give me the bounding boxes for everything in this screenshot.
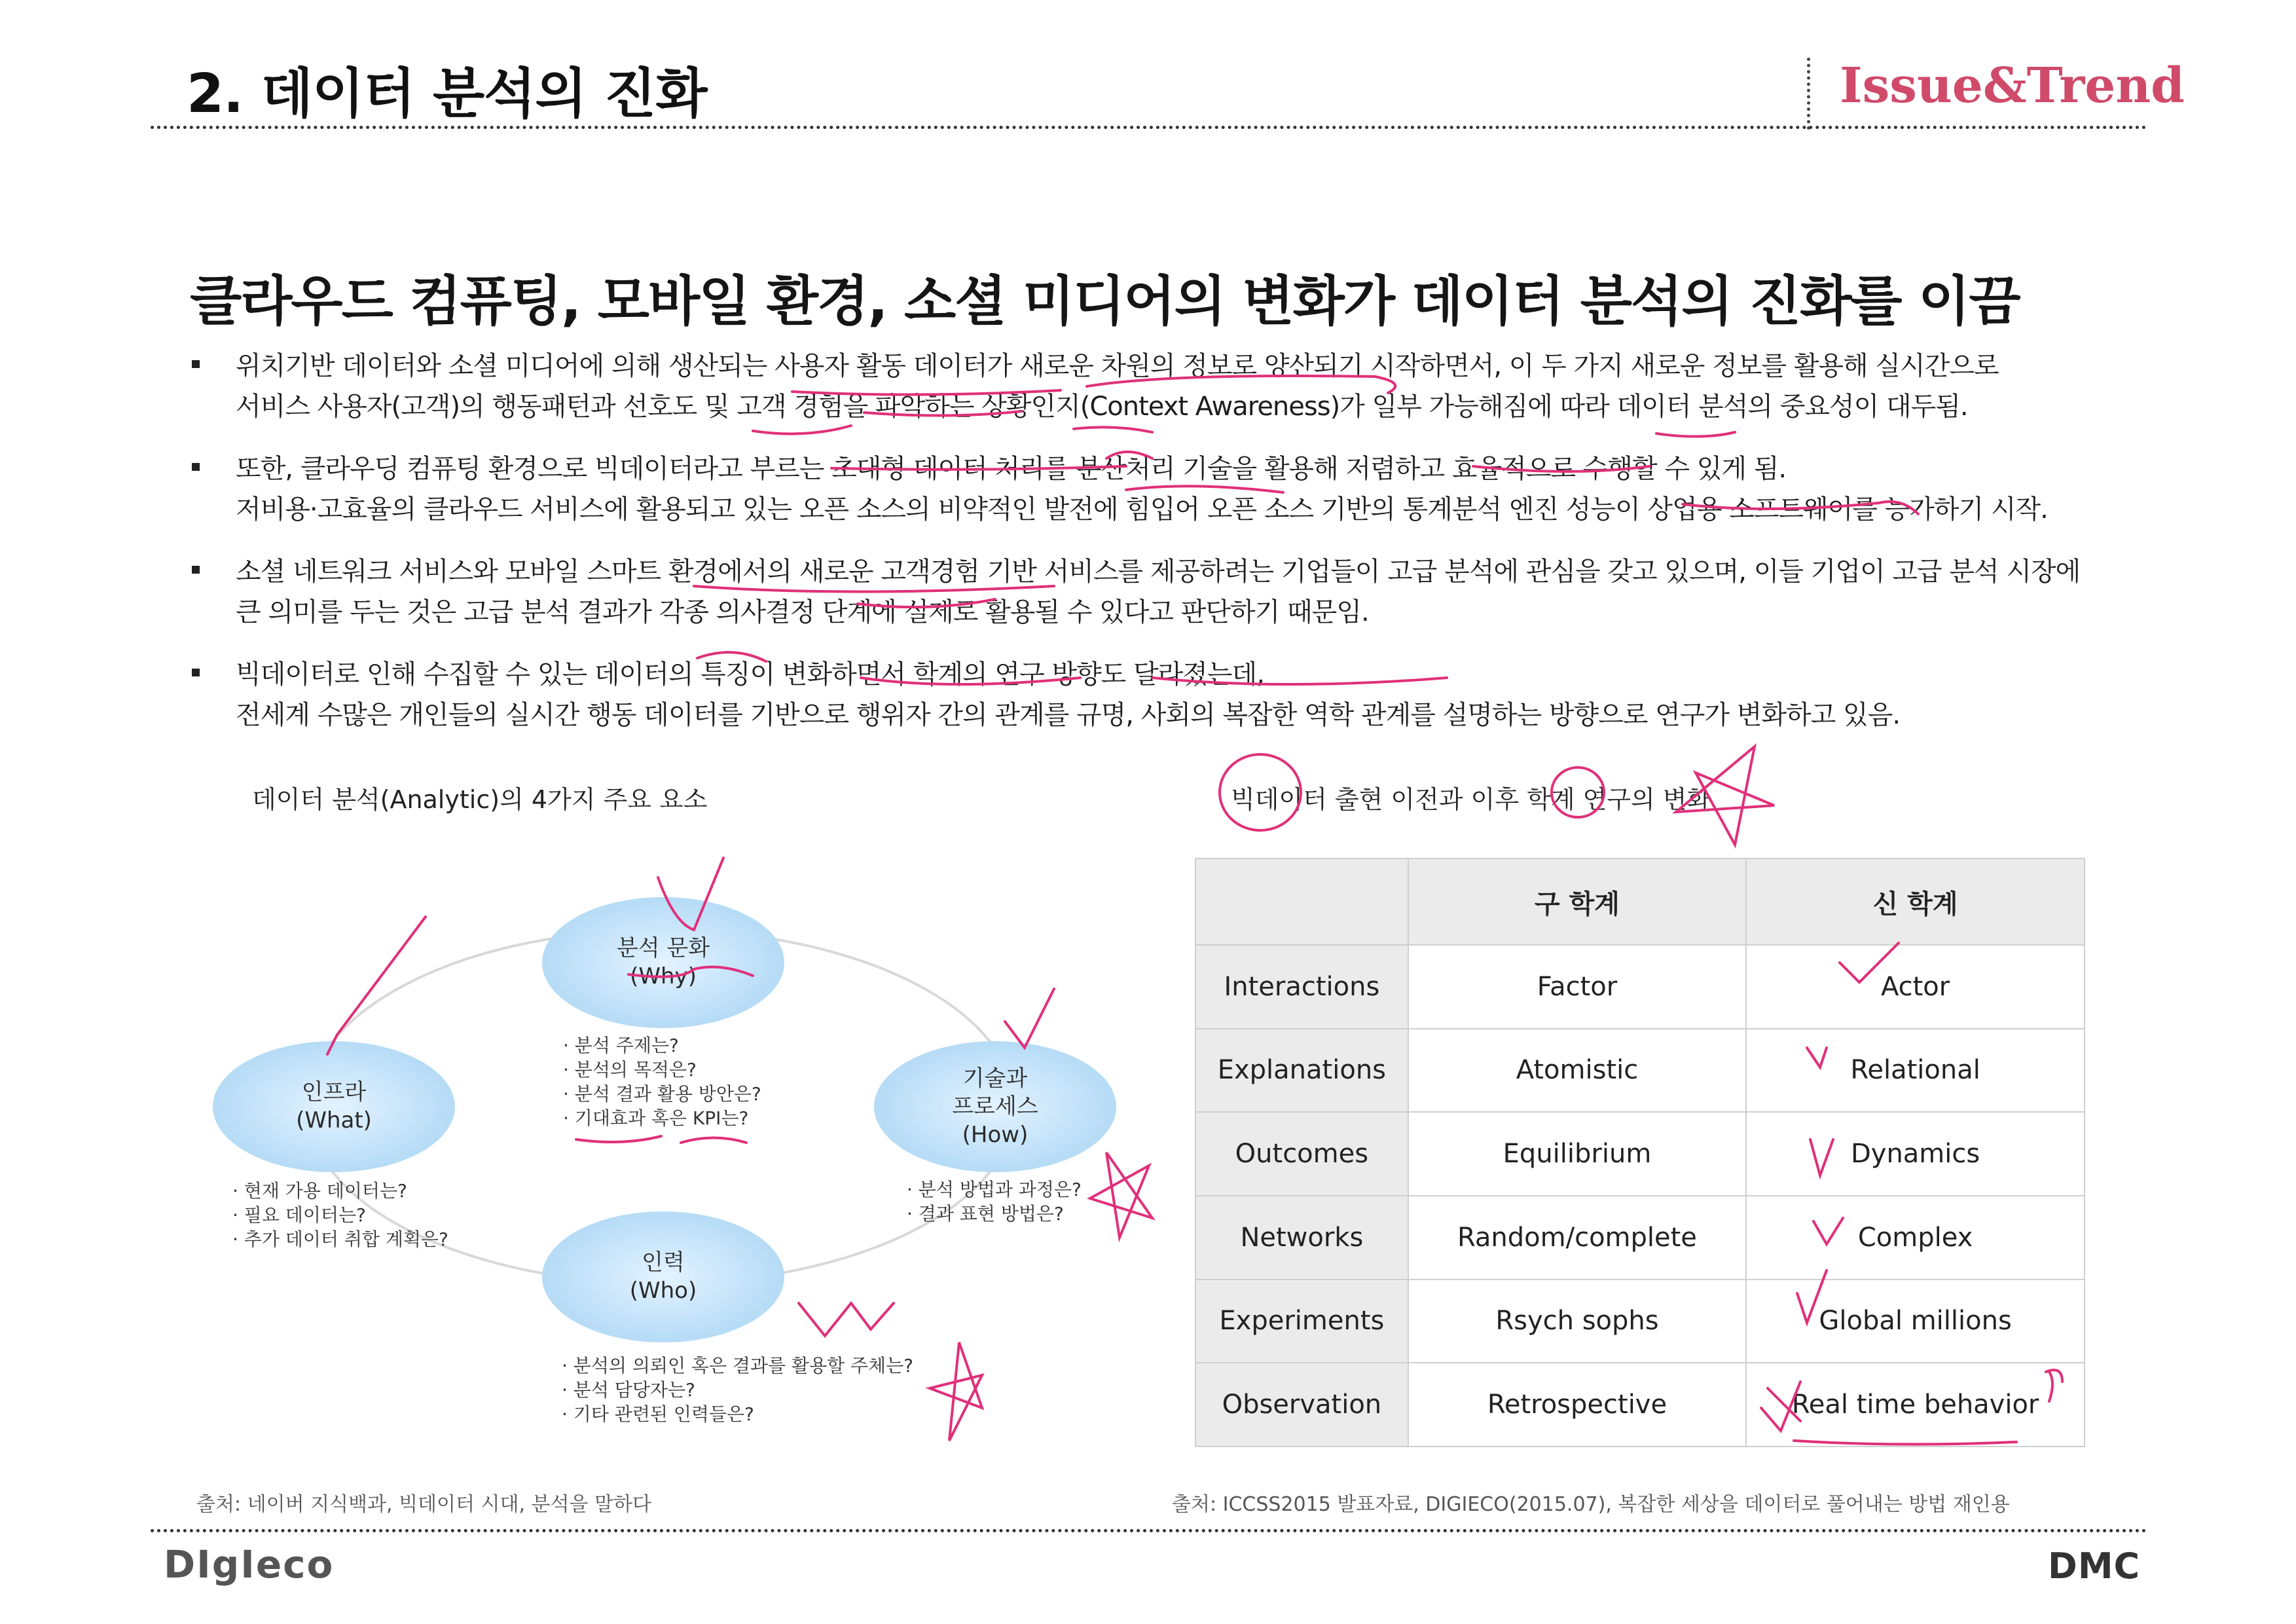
questions-how bbox=[907, 1177, 1082, 1226]
question-item: · 기타 관련된 인력들은? bbox=[562, 1403, 754, 1425]
node-how-label: 기술과 bbox=[962, 1065, 1028, 1092]
cell-old: Equilibrium bbox=[1408, 1112, 1746, 1196]
questions-who bbox=[562, 1354, 913, 1426]
cell-old: Rsych sophs bbox=[1408, 1280, 1746, 1363]
brand-label: Issue&Trend bbox=[1840, 58, 2185, 114]
bullet-line: 큰 의미를 두는 것은 고급 분석 결과가 각종 의사결정 단계에 실제로 활용될 수 있다고 판단하기 때문임. bbox=[236, 597, 1369, 627]
bullet-line: 서비스 사용자(고객)의 행동패턴과 선호도 및 고객 경험을 파악하는 상황인지(Context Awareness)가 일부 가능해짐에 따라 데이터 분석의 중요성이 대두됨. bbox=[236, 392, 1968, 422]
question-item: · 필요 데이터는? bbox=[232, 1204, 366, 1226]
cell-new: Relational bbox=[1746, 1029, 2085, 1113]
question-item: · 현재 가용 데이터는? bbox=[232, 1180, 407, 1202]
question-item: · 분석 결과 활용 방안은? bbox=[563, 1083, 761, 1105]
node-what bbox=[213, 1041, 455, 1172]
question-item: · 추가 데이터 취합 계획은? bbox=[232, 1228, 448, 1250]
table-header-row bbox=[1195, 858, 2085, 945]
question-item: · 분석 방법과 과정은? bbox=[907, 1179, 1082, 1200]
table-row bbox=[1195, 1112, 2085, 1196]
row-label: Explanations bbox=[1195, 1029, 1408, 1113]
row-label: Outcomes bbox=[1195, 1112, 1408, 1196]
node-how-sub: (How) bbox=[962, 1121, 1029, 1148]
question-item: · 기대효과 혹은 KPI는? bbox=[563, 1107, 749, 1129]
node-who-sub: (Who) bbox=[629, 1278, 697, 1304]
table-row bbox=[1195, 1029, 2085, 1113]
node-what-label: 인프라 bbox=[301, 1079, 367, 1105]
column-header-new: 신 학계 bbox=[1746, 858, 2085, 945]
question-item: · 분석의 의뢰인 혹은 결과를 활용할 주체는? bbox=[562, 1355, 913, 1376]
column-header-old: 구 학계 bbox=[1408, 858, 1746, 945]
bullet-line: 위치기반 데이터와 소셜 미디어에 의해 생산되는 사용자 활동 데이터가 새로운 차원의 정보로 양산되기 시작하면서, 이 두 가지 새로운 정보를 활용해 실시간으로 bbox=[236, 351, 1999, 381]
question-item: · 분석의 목적은? bbox=[563, 1059, 697, 1080]
cell-old: Random/complete bbox=[1408, 1196, 1746, 1280]
row-label: Observation bbox=[1195, 1363, 1408, 1447]
cell-new: Actor bbox=[1746, 945, 2085, 1029]
cell-old: Factor bbox=[1408, 945, 1746, 1029]
cell-new: Dynamics bbox=[1746, 1112, 2085, 1196]
node-how-label2: 프로세스 bbox=[952, 1093, 1038, 1120]
cell-new: Complex bbox=[1746, 1196, 2085, 1280]
question-item: · 분석 주제는? bbox=[563, 1035, 679, 1056]
cell-new: Real time behavior bbox=[1746, 1363, 2085, 1447]
company-logo-right: DMC bbox=[2048, 1545, 2141, 1587]
cell-old: Retrospective bbox=[1408, 1363, 1746, 1447]
row-label: Networks bbox=[1195, 1196, 1408, 1280]
footer-divider bbox=[151, 1529, 2147, 1532]
row-label: Experiments bbox=[1195, 1280, 1408, 1363]
cell-new: Global millions bbox=[1746, 1280, 2085, 1363]
page-title: 2. 데이터 분석의 진화 bbox=[187, 63, 707, 125]
row-label: Interactions bbox=[1195, 945, 1408, 1029]
right-source: 출처: ICCSS2015 발표자료, DIGIECO(2015.07), 복잡한 세상을 데이터로 풀어내는 방법 재인용 bbox=[1172, 1493, 2010, 1516]
node-why bbox=[542, 897, 784, 1028]
questions-what bbox=[232, 1179, 448, 1251]
left-source: 출처: 네이버 지식백과, 빅데이터 시대, 분석을 말하다 bbox=[196, 1493, 651, 1516]
company-logo-left: DIgIeco bbox=[164, 1542, 335, 1587]
bullet-line: 소셜 네트워크 서비스와 모바일 스마트 환경에서의 새로운 고객경험 기반 서비스를 제공하려는 기업들이 고급 분석에 관심을 갖고 있으며, 이들 기업이 고급 분석 시장에 bbox=[236, 557, 2081, 587]
headline: 클라우드 컴퓨팅, 모바일 환경, 소셜 미디어의 변화가 데이터 분석의 진화를 이끔 bbox=[190, 270, 2020, 333]
node-who bbox=[542, 1211, 784, 1342]
table-corner bbox=[1195, 858, 1408, 945]
node-who-label: 인력 bbox=[642, 1249, 685, 1276]
bullet-line: 또한, 클라우딩 컴퓨팅 환경으로 빅데이터라고 부르는 초대형 데이터 처리를 분산처리 기술을 활용해 저렴하고 효율적으로 수행할 수 있게 됨. bbox=[236, 454, 1787, 484]
table-row bbox=[1195, 945, 2085, 1029]
question-item: · 분석 담당자는? bbox=[562, 1379, 695, 1401]
node-how bbox=[874, 1041, 1116, 1172]
table-row bbox=[1195, 1363, 2085, 1447]
bullet-line: 빅데이터로 인해 수집할 수 있는 데이터의 특징이 변화하면서 학계의 연구 방향도 달라졌는데, bbox=[236, 659, 1264, 690]
cell-old: Atomistic bbox=[1408, 1029, 1746, 1113]
node-why-label: 분석 문화 bbox=[616, 935, 710, 961]
diagram-title: 데이터 분석(Analytic)의 4가지 주요 요소 bbox=[252, 785, 708, 814]
bullet-line: 전세계 수많은 개인들의 실시간 행동 데이터를 기반으로 행위자 간의 관계를 규명, 사회의 복잡한 역학 관계를 설명하는 방향으로 연구가 변화하고 있음. bbox=[236, 700, 1901, 730]
table-row bbox=[1195, 1280, 2085, 1363]
question-item: · 결과 표현 방법은? bbox=[907, 1203, 1064, 1225]
questions-why bbox=[563, 1033, 761, 1130]
node-what-sub: (What) bbox=[296, 1107, 372, 1134]
bullet-line: 저비용·고효율의 클라우드 서비스에 활용되고 있는 오픈 소스의 비약적인 발전에 힘입어 오픈 소스 기반의 통계분석 엔진 성능이 상업용 소프트웨어를 능가하기 시작. bbox=[236, 494, 2048, 525]
node-why-sub: (Why) bbox=[630, 963, 697, 989]
comparison-table bbox=[1195, 858, 2085, 1447]
table-row bbox=[1195, 1196, 2085, 1280]
table-title: 빅데이터 출현 이전과 이후 학계 연구의 변화 bbox=[1231, 785, 1711, 814]
